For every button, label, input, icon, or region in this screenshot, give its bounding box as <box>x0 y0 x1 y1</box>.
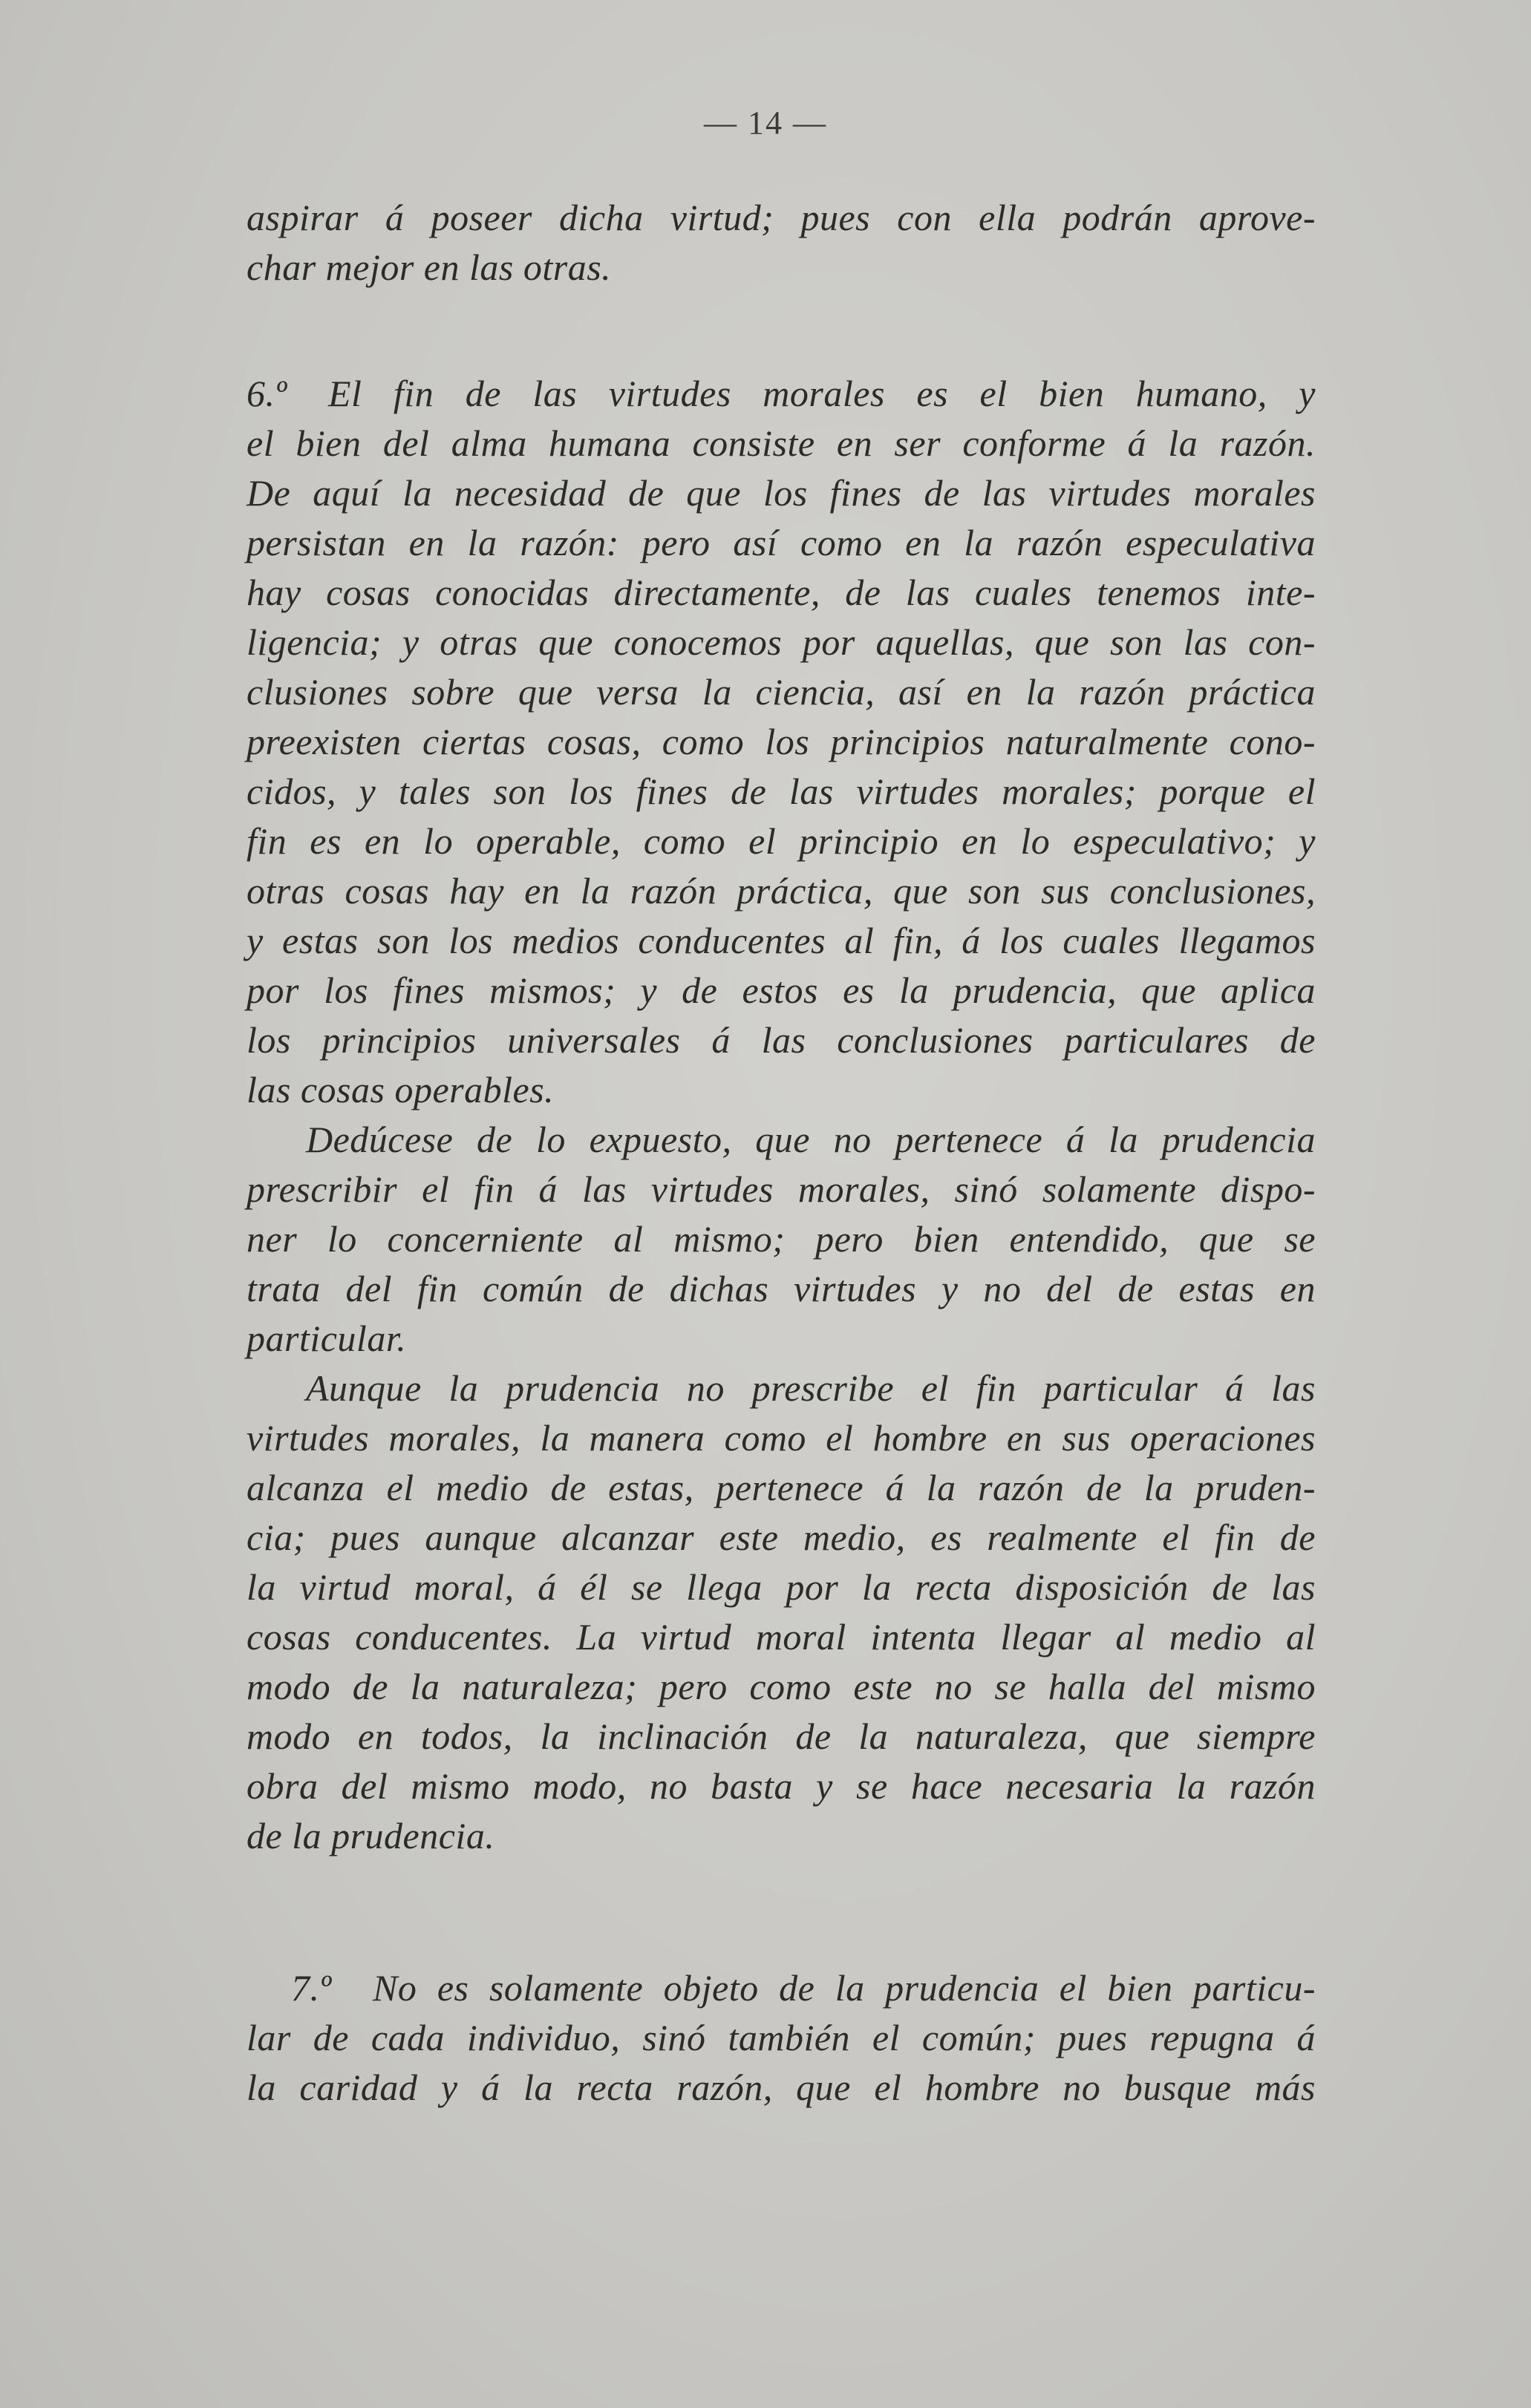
text-line: trata del fin común de dichas virtudes y no del de estas en <box>247 1268 1316 1309</box>
text-line: lar de cada individuo, sinó también el común; pues repugna á <box>247 2017 1316 2058</box>
section-7 <box>247 1963 1316 2113</box>
text-line: cidos, y tales son los fines de las virtudes morales; porque el <box>247 771 1316 812</box>
text-line <box>247 1963 1316 2013</box>
text-line: alcanza el medio de estas, pertenece á la razón de la pruden- <box>247 1467 1316 1508</box>
text-line: Dedúcese de lo expuesto, que no pertenece á la prudencia <box>306 1119 1316 1160</box>
text-line: persistan en la razón: pero así como en la razón especulativa <box>247 522 1316 563</box>
paragraph-continuation <box>247 193 1316 292</box>
text-line: modo en todos, la inclinación de la naturaleza, que siempre <box>247 1715 1316 1757</box>
text-line: De aquí la necesidad de que los fines de las virtudes morales <box>247 472 1316 514</box>
text-line: los principios universales á las conclusiones particulares de <box>247 1019 1316 1061</box>
text-line: particular. <box>247 1318 407 1359</box>
text-line: el bien del alma humana consiste en ser conforme á la razón. <box>247 422 1316 464</box>
text-line: de la prudencia. <box>247 1815 495 1856</box>
text-line: Aunque la prudencia no prescribe el fin particular á las <box>306 1367 1316 1409</box>
text-line: cia; pues aunque alcanzar este medio, es realmente el fin de <box>247 1517 1316 1558</box>
text-line: preexisten ciertas cosas, como los principios naturalmente cono- <box>247 721 1316 762</box>
text-line: prescribir el fin á las virtudes morales, sinó solamente dispo- <box>247 1168 1316 1210</box>
text-line: por los fines mismos; y de estos es la prudencia, que aplica <box>247 969 1316 1011</box>
text-line: cosas conducentes. La virtud moral intenta llegar al medio al <box>247 1616 1316 1658</box>
text-line: virtudes morales, la manera como el hombre en sus operaciones <box>247 1417 1316 1459</box>
text-line: char mejor en las otras. <box>247 246 612 288</box>
section-6 <box>247 369 1316 1861</box>
text-line: la virtud moral, á él se llega por la recta disposición de las <box>247 1566 1316 1608</box>
text-line: aspirar á poseer dicha virtud; pues con ella podrán aprove- <box>247 197 1316 238</box>
text-line: la caridad y á la recta razón, que el hombre no busque más <box>247 2067 1316 2108</box>
page-number: — 14 — <box>704 105 827 141</box>
text-line-content: No es solamente objeto de la prudencia el bien particu- <box>373 1967 1316 2009</box>
section-number: 6.º <box>247 373 287 414</box>
text-line: y estas son los medios conducentes al fin, á los cuales llegamos <box>247 920 1316 961</box>
text-line: otras cosas hay en la razón práctica, que son sus conclusiones, <box>247 870 1316 912</box>
text-line: obra del mismo modo, no basta y se hace necesaria la razón <box>247 1765 1316 1807</box>
text-line-content: El fin de las virtudes morales es el bien humano, y <box>328 373 1316 414</box>
text-line: modo de la naturaleza; pero como este no se halla del mismo <box>247 1666 1316 1707</box>
text-line: las cosas operables. <box>247 1069 555 1110</box>
text-line <box>247 369 1316 419</box>
text-line: ligencia; y otras que conocemos por aquellas, que son las con- <box>247 621 1316 663</box>
text-line: hay cosas conocidas directamente, de las cuales tenemos inte- <box>247 572 1316 613</box>
section-number: 7.º <box>291 1967 332 2009</box>
text-line: ner lo concerniente al mismo; pero bien entendido, que se <box>247 1218 1316 1260</box>
text-line: clusiones sobre que versa la ciencia, así en la razón práctica <box>247 671 1316 713</box>
text-line: fin es en lo operable, como el principio en lo especulativo; y <box>247 820 1316 862</box>
